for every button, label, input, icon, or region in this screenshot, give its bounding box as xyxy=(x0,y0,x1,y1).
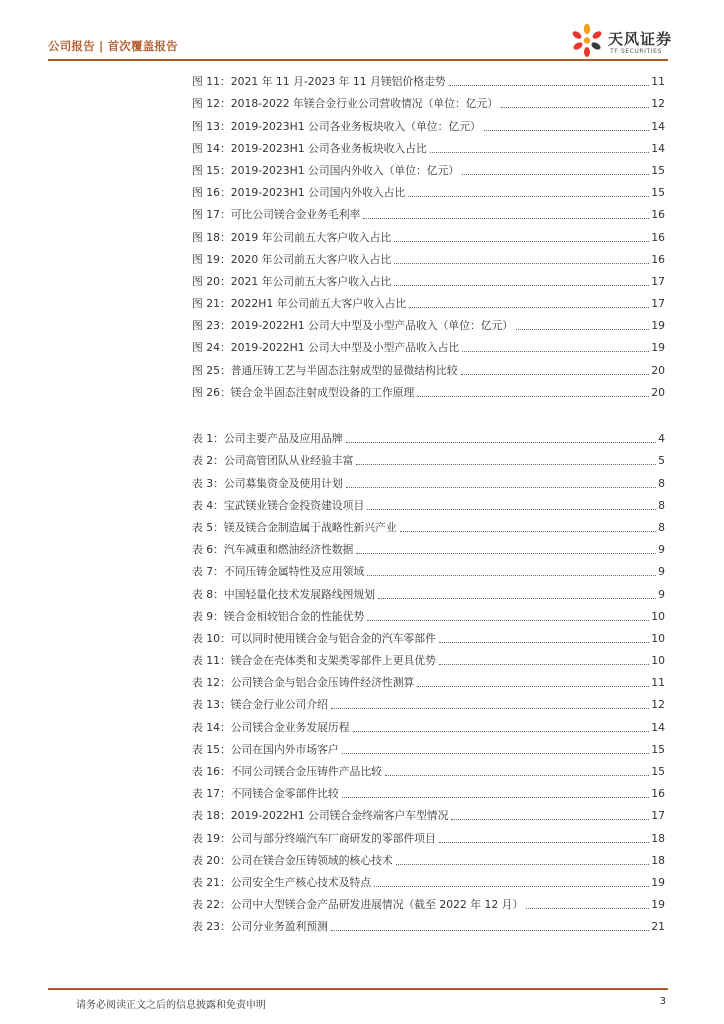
dot-leader xyxy=(439,842,649,843)
entry-title: 表 15：公司在国内外市场客户 xyxy=(192,742,339,756)
figure-toc-entry[interactable] xyxy=(192,289,665,311)
dot-leader xyxy=(356,464,656,465)
dot-leader xyxy=(501,107,649,108)
table-toc-entry[interactable] xyxy=(192,446,665,468)
table-toc-entry[interactable] xyxy=(192,912,665,934)
figure-toc-entry[interactable] xyxy=(192,267,665,289)
table-toc-entry[interactable] xyxy=(192,624,665,646)
entry-title: 表 2：公司高管团队从业经验丰富 xyxy=(192,454,354,468)
entry-page-number: 17 xyxy=(651,274,665,288)
table-toc-entry[interactable] xyxy=(192,513,665,535)
entry-title: 表 20：公司在镁合金压铸领域的核心技术 xyxy=(192,853,393,867)
entry-page-number: 11 xyxy=(651,75,665,89)
report-type-title: 公司报告 | 首次覆盖报告 xyxy=(48,39,178,53)
dot-leader xyxy=(346,487,656,488)
figure-toc-entry[interactable] xyxy=(192,156,665,178)
dot-leader xyxy=(430,152,649,153)
figure-toc-entry[interactable] xyxy=(192,378,665,400)
entry-page-number: 14 xyxy=(651,720,665,734)
table-toc-entry[interactable] xyxy=(192,823,665,845)
dot-leader xyxy=(363,218,649,219)
entry-page-number: 8 xyxy=(658,520,665,534)
table-toc-entry[interactable] xyxy=(192,868,665,890)
entry-page-number: 18 xyxy=(651,853,665,867)
tables-index xyxy=(192,424,665,934)
entry-title: 图 21：2022H1 年公司前五大客户收入占比 xyxy=(192,297,407,311)
footer-divider xyxy=(48,988,668,990)
entry-title: 图 25：普通压铸工艺与半固态注射成型的显微结构比较 xyxy=(192,363,458,377)
entry-title: 表 22：公司中大型镁合金产品研发进展情况（截至 2022 年 12 月） xyxy=(192,898,524,912)
flower-logo-icon xyxy=(568,22,606,60)
figure-toc-entry[interactable] xyxy=(192,311,665,333)
entry-page-number: 8 xyxy=(658,498,665,512)
entry-title: 图 17：可比公司镁合金业务毛利率 xyxy=(192,208,361,222)
entry-page-number: 19 xyxy=(651,319,665,333)
entry-page-number: 15 xyxy=(651,765,665,778)
entry-title: 图 11：2021 年 11 月-2023 年 11 月镁铝价格走势 xyxy=(192,75,446,89)
dot-leader xyxy=(461,374,650,375)
entry-title: 表 7：不同压铸金属特性及应用领域 xyxy=(192,565,365,579)
entry-page-number: 19 xyxy=(651,898,665,912)
dot-leader xyxy=(396,864,650,865)
dot-leader xyxy=(394,241,649,242)
table-toc-entry[interactable] xyxy=(192,757,665,779)
dot-leader xyxy=(367,620,649,621)
dot-leader xyxy=(378,598,656,599)
entry-title: 图 26：镁合金半固态注射成型设备的工作原理 xyxy=(192,385,415,399)
entry-title: 表 9：镁合金相较铝合金的性能优势 xyxy=(192,609,365,623)
entry-title: 图 12：2018-2022 年镁合金行业公司营收情况（单位：亿元） xyxy=(192,97,499,111)
dot-leader xyxy=(408,196,649,197)
entry-page-number: 17 xyxy=(651,297,665,311)
entry-page-number: 16 xyxy=(651,787,665,801)
table-toc-entry[interactable] xyxy=(192,646,665,668)
table-toc-entry[interactable] xyxy=(192,779,665,801)
figure-toc-entry[interactable] xyxy=(192,89,665,111)
figure-toc-entry[interactable] xyxy=(192,355,665,377)
figure-toc-entry[interactable] xyxy=(192,134,665,156)
dot-leader xyxy=(367,509,656,510)
entry-title: 表 12：公司镁合金与铝合金压铸件经济性测算 xyxy=(192,676,415,690)
dot-leader xyxy=(449,85,650,86)
dot-leader xyxy=(356,553,656,554)
entry-page-number: 20 xyxy=(651,363,665,377)
entry-page-number: 8 xyxy=(658,476,665,490)
entry-page-number: 5 xyxy=(658,454,665,468)
entry-page-number: 9 xyxy=(658,543,665,557)
dot-leader xyxy=(394,285,649,286)
entry-title: 表 13：镁合金行业公司介绍 xyxy=(192,698,328,712)
entry-title: 图 14：2019-2023H1 公司各业务板块收入占比 xyxy=(192,141,427,155)
entry-page-number: 9 xyxy=(658,565,665,579)
dot-leader xyxy=(331,930,649,931)
entry-title: 图 13：2019-2023H1 公司各业务板块收入（单位：亿元） xyxy=(192,119,481,133)
logo-english-name: TF SECURITIES xyxy=(610,48,662,55)
entry-title: 表 23：公司分业务盈利预测 xyxy=(192,920,328,934)
figure-toc-entry[interactable] xyxy=(192,222,665,244)
entry-page-number: 19 xyxy=(651,341,665,355)
table-toc-entry[interactable] xyxy=(192,712,665,734)
entry-page-number: 11 xyxy=(651,676,665,690)
entry-title: 表 17：不同镁合金零部件比较 xyxy=(192,787,339,801)
figure-toc-entry[interactable] xyxy=(192,245,665,267)
table-toc-entry[interactable] xyxy=(192,468,665,490)
entry-title: 表 8：中国轻量化技术发展路线图规划 xyxy=(192,587,376,601)
table-toc-entry[interactable] xyxy=(192,890,665,912)
entry-title: 图 24：2019-2022H1 公司大中型及小型产品收入占比 xyxy=(192,341,460,355)
table-toc-entry[interactable] xyxy=(192,668,665,690)
dot-leader xyxy=(484,130,649,131)
entry-title: 图 23：2019-2022H1 公司大中型及小型产品收入（单位：亿元） xyxy=(192,319,514,333)
figure-toc-entry[interactable] xyxy=(192,178,665,200)
dot-leader xyxy=(439,664,649,665)
entry-title: 图 16：2019-2023H1 公司国内外收入占比 xyxy=(192,186,406,200)
entry-title: 表 18：2019-2022H1 公司镁合金终端客户车型情况 xyxy=(192,809,449,823)
entry-page-number: 17 xyxy=(651,809,665,823)
entry-title: 图 18：2019 年公司前五大客户收入占比 xyxy=(192,230,392,244)
entry-page-number: 18 xyxy=(651,831,665,845)
entry-page-number: 16 xyxy=(651,252,665,266)
dot-leader xyxy=(400,531,656,532)
entry-page-number: 15 xyxy=(651,186,665,200)
figure-toc-entry[interactable] xyxy=(192,111,665,133)
entry-title: 表 19：公司与部分终端汽车厂商研发的零部件项目 xyxy=(192,831,436,845)
table-toc-entry[interactable] xyxy=(192,535,665,557)
logo-chinese-name: 天风证券 xyxy=(608,30,673,48)
entry-title: 表 4：宝武镁业镁合金投资建设项目 xyxy=(192,498,365,512)
dot-leader xyxy=(385,775,649,776)
entry-page-number: 12 xyxy=(651,698,665,712)
table-toc-entry[interactable] xyxy=(192,424,665,446)
dot-leader xyxy=(342,797,650,798)
entry-title: 表 10：可以同时使用镁合金与铝合金的汽车零部件 xyxy=(192,631,436,645)
entry-page-number: 10 xyxy=(651,609,665,623)
table-toc-entry[interactable] xyxy=(192,602,665,624)
table-toc-entry[interactable] xyxy=(192,801,665,823)
entry-page-number: 21 xyxy=(651,920,665,934)
entry-page-number: 10 xyxy=(651,631,665,645)
dot-leader xyxy=(439,642,649,643)
entry-page-number: 14 xyxy=(651,119,665,133)
dot-leader xyxy=(417,686,649,687)
table-toc-entry[interactable] xyxy=(192,579,665,601)
dot-leader xyxy=(342,753,650,754)
table-toc-entry[interactable] xyxy=(192,846,665,868)
dot-leader xyxy=(346,442,656,443)
entry-page-number: 9 xyxy=(658,587,665,601)
dot-leader xyxy=(462,351,649,352)
table-toc-entry[interactable] xyxy=(192,557,665,579)
entry-page-number: 4 xyxy=(658,432,665,446)
figure-toc-entry[interactable] xyxy=(192,67,665,89)
entry-title: 表 1：公司主要产品及应用品牌 xyxy=(192,432,343,446)
entry-title: 图 15：2019-2023H1 公司国内外收入（单位：亿元） xyxy=(192,163,460,177)
page-number: 3 xyxy=(659,996,666,1007)
dot-leader xyxy=(409,307,649,308)
dot-leader xyxy=(526,908,649,909)
header-divider xyxy=(48,59,668,61)
dot-leader xyxy=(462,174,649,175)
figure-toc-entry[interactable] xyxy=(192,200,665,222)
entry-page-number: 15 xyxy=(651,163,665,177)
entry-page-number: 15 xyxy=(651,742,665,756)
table-toc-entry[interactable] xyxy=(192,491,665,513)
entry-title: 表 6：汽车减重和燃油经济性数据 xyxy=(192,543,354,557)
dot-leader xyxy=(516,329,649,330)
entry-title: 表 21：公司安全生产核心技术及特点 xyxy=(192,875,372,889)
entry-title: 表 14：公司镁合金业务发展历程 xyxy=(192,720,350,734)
entry-title: 表 11：镁合金在壳体类和支架类零部件上更具优势 xyxy=(192,654,436,668)
entry-page-number: 20 xyxy=(651,385,665,399)
entry-title: 图 19：2020 年公司前五大客户收入占比 xyxy=(192,252,392,266)
table-toc-entry[interactable] xyxy=(192,690,665,712)
entry-title: 表 5：镁及镁合金制造属于战略性新兴产业 xyxy=(192,520,397,534)
entry-title: 图 20：2021 年公司前五大客户收入占比 xyxy=(192,274,392,288)
figure-toc-entry[interactable] xyxy=(192,333,665,355)
dot-leader xyxy=(367,575,656,576)
figures-index xyxy=(192,67,665,400)
entry-page-number: 10 xyxy=(651,654,665,668)
entry-page-number: 14 xyxy=(651,141,665,155)
disclaimer-text: 请务必阅读正文之后的信息披露和免责申明 xyxy=(76,1000,266,1011)
entry-page-number: 12 xyxy=(651,97,665,111)
dot-leader xyxy=(417,396,649,397)
dot-leader xyxy=(394,263,649,264)
entry-title: 表 3：公司募集资金及使用计划 xyxy=(192,476,343,490)
dot-leader xyxy=(331,708,649,709)
entry-page-number: 19 xyxy=(651,875,665,889)
table-toc-entry[interactable] xyxy=(192,735,665,757)
entry-title: 表 16：不同公司镁合金压铸件产品比较 xyxy=(192,765,382,778)
entry-page-number: 16 xyxy=(651,208,665,222)
dot-leader xyxy=(451,819,649,820)
entry-page-number: 16 xyxy=(651,230,665,244)
dot-leader xyxy=(353,731,650,732)
dot-leader xyxy=(374,886,649,887)
company-logo xyxy=(568,22,688,62)
